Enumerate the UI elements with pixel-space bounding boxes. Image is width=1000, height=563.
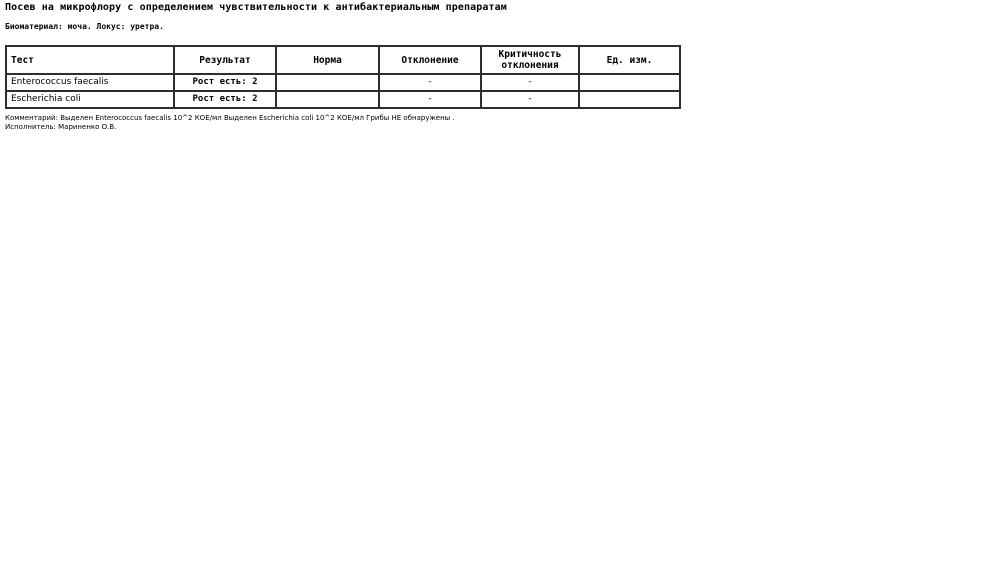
cell-criticality: - [481, 91, 579, 108]
header-test: Тест [6, 46, 174, 74]
header-result: Результат [174, 46, 276, 74]
table-row [6, 74, 680, 91]
table-header-row [6, 46, 680, 74]
cell-test: Enterococcus faecalis [6, 74, 174, 91]
biomaterial-line: Биоматериал: моча. Локус: уретра. [5, 22, 164, 31]
footnotes [5, 114, 455, 131]
results-table [5, 45, 681, 109]
header-unit: Ед. изм. [579, 46, 680, 74]
header-deviation: Отклонение [379, 46, 481, 74]
header-criticality: Критичность отклонения [481, 46, 579, 74]
table-row [6, 91, 680, 108]
cell-norm [276, 74, 379, 91]
executor-line: Исполнитель: Мариненко О.В. [5, 122, 117, 131]
cell-result: Рост есть: 2 [174, 91, 276, 108]
cell-unit [579, 74, 680, 91]
cell-unit [579, 91, 680, 108]
header-norm: Норма [276, 46, 379, 74]
cell-result: Рост есть: 2 [174, 74, 276, 91]
cell-test: Escherichia coli [6, 91, 174, 108]
cell-deviation: - [379, 91, 481, 108]
cell-norm [276, 91, 379, 108]
cell-criticality: - [481, 74, 579, 91]
cell-deviation: - [379, 74, 481, 91]
comment-line: Комментарий: Выделен Enterococcus faecalis 10^2 КОЕ/мл Выделен Escherichia coli 10^2 КОЕ/мл Грибы НЕ обнаружены . [5, 114, 455, 122]
report-title: Посев на микрофлору с определением чувствительности к антибактериальным препаратам [5, 2, 507, 13]
